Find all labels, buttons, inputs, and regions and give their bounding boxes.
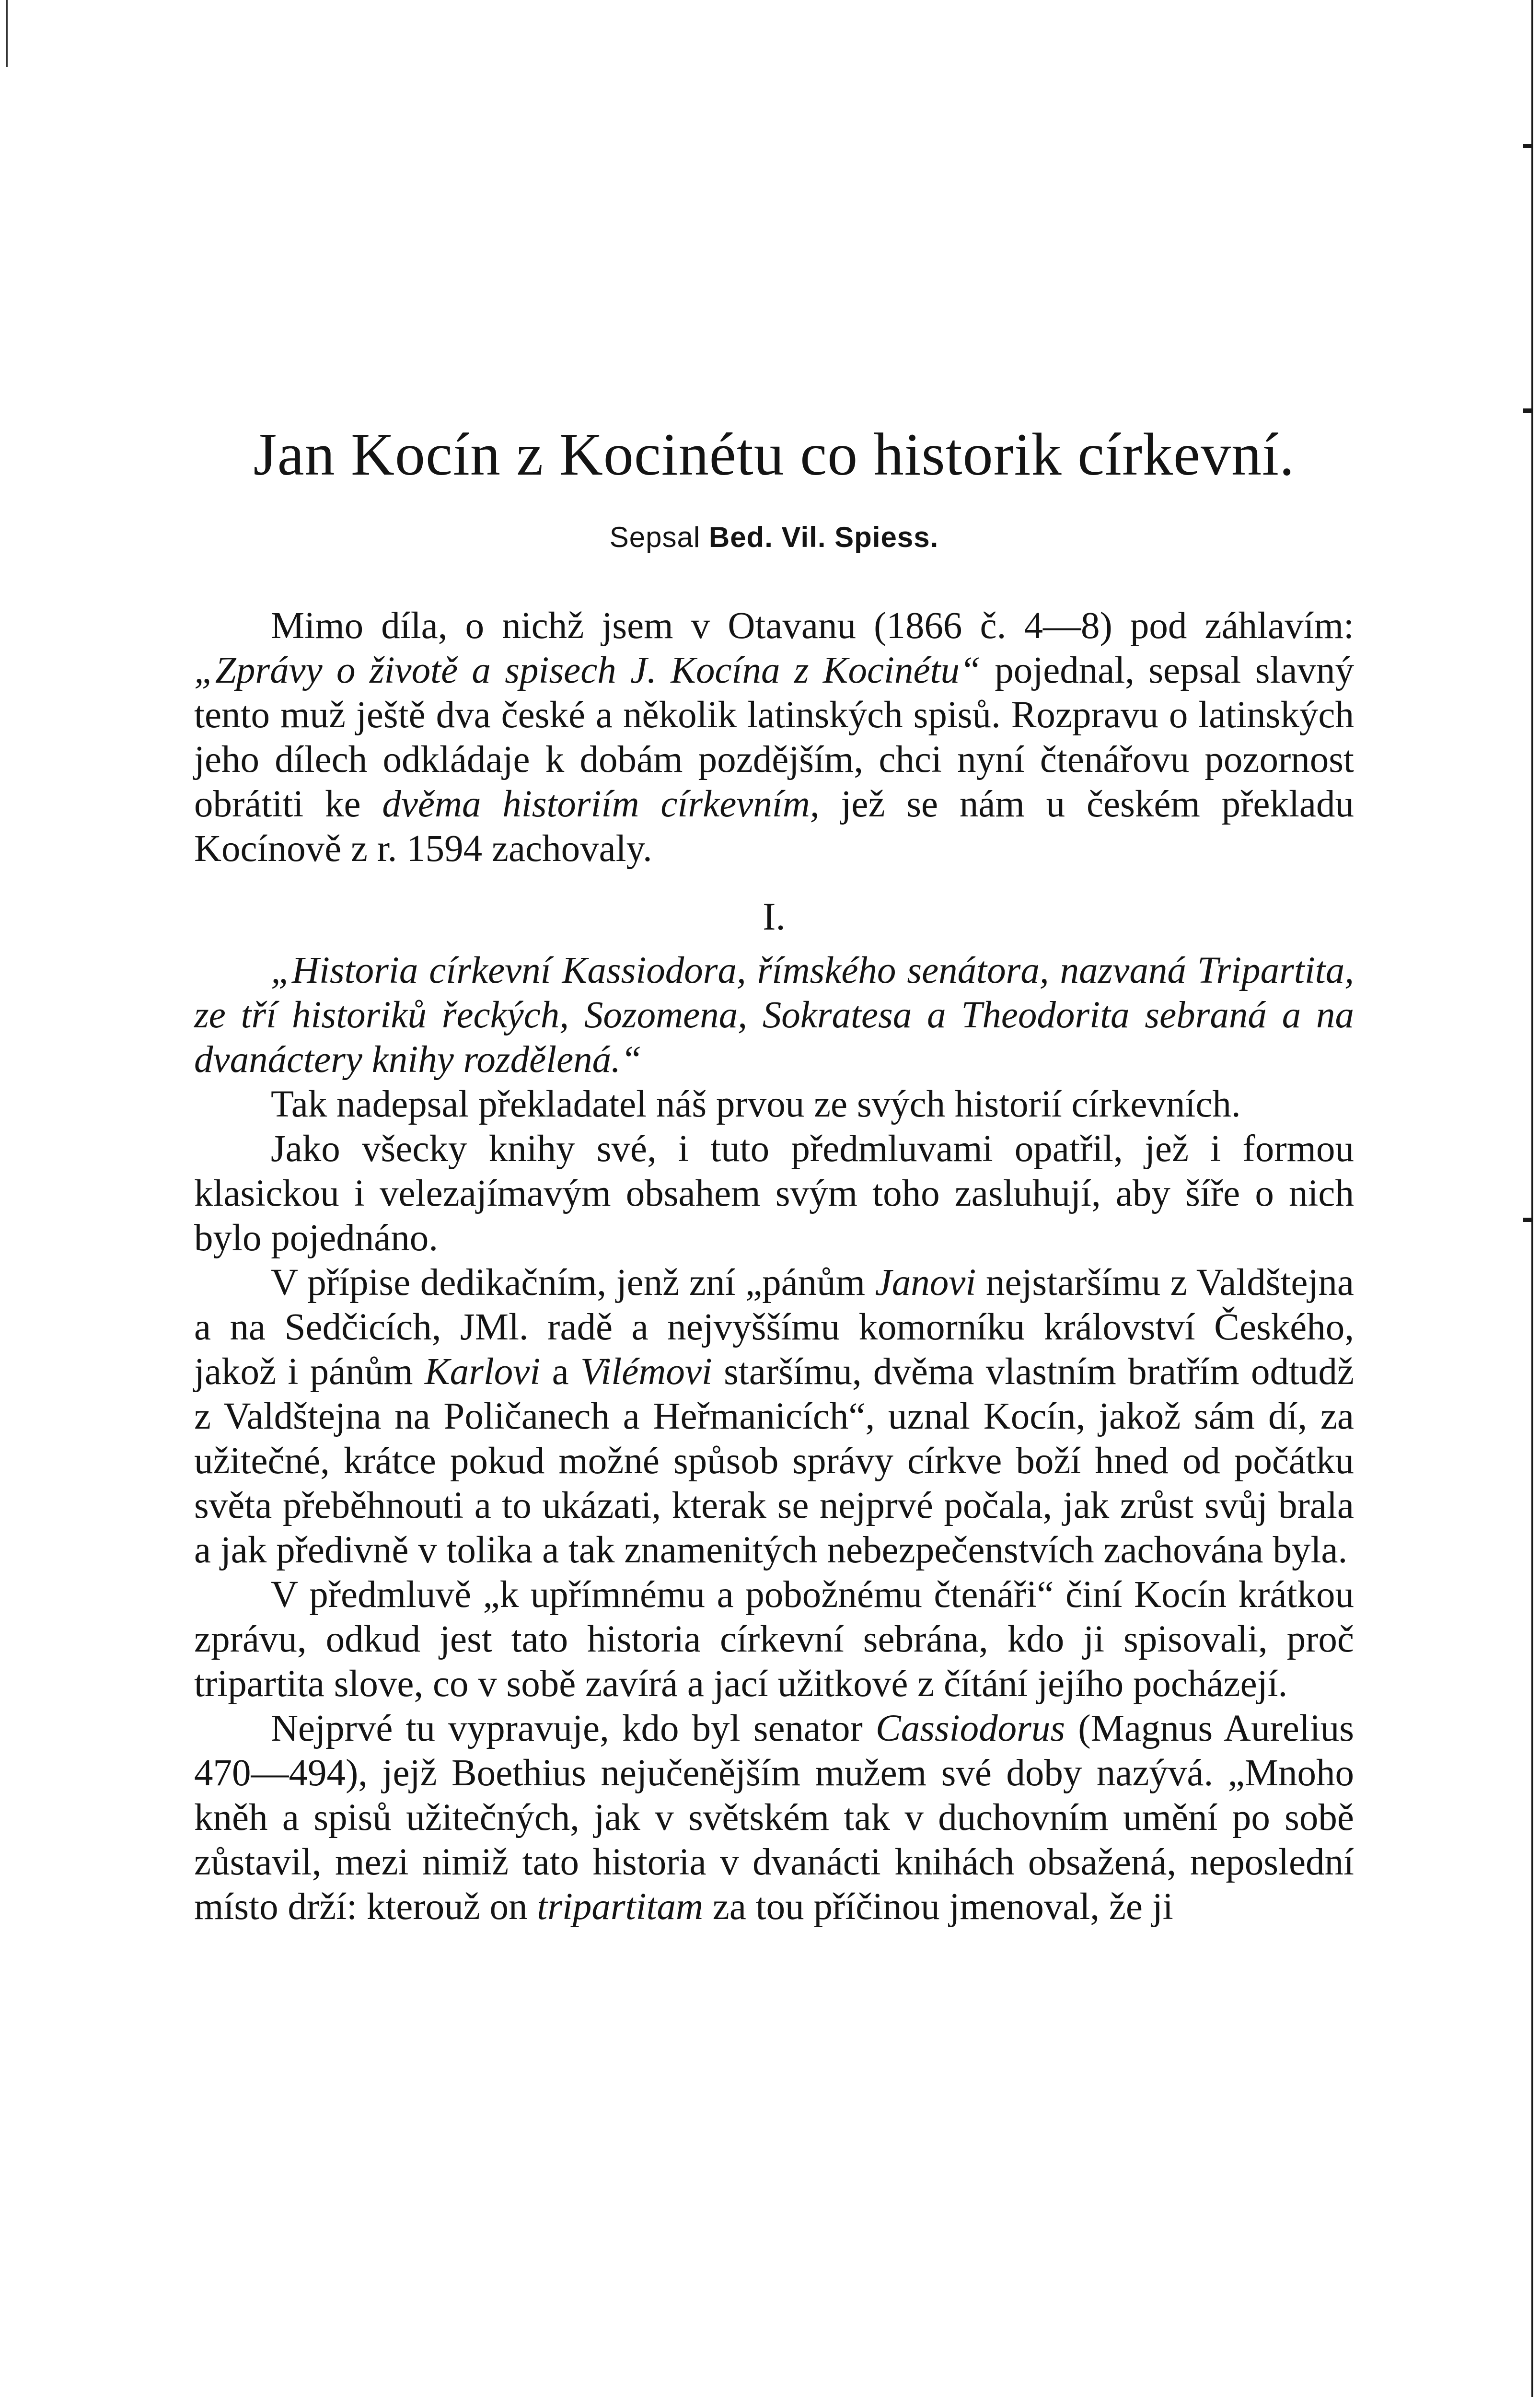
italic-phrase: dvěma historiím církevním, <box>382 783 820 825</box>
paragraph: V předmluvě „k upřímnému a pobožnému čtenáři“ činí Kocín krátkou zprávu, odkud jest tato historia církevní sebrána, kdo ji spisovali, proč tripartita slove, co v sobě zavírá a jací užitkové z čítání jejího pocházejí. <box>194 1574 1354 1705</box>
paragraph: Jako všecky knihy své, i tuto předmluvami opatřil, jež i formou klasickou i velezajímavým obsahem svým toho zasluhují, aby šíře o nich bylo pojednáno. <box>194 1128 1354 1259</box>
scan-edge-mark <box>1523 144 1533 148</box>
text-run: (Magnus Aurelius 470—494), jejž Boethius nejučenějším mužem své doby nazývá. „Mnoho kněh a spisů užitečných, jak v světském tak v duchovním umění po sobě zůstavil, mezi nimiž tato historia v dvanácti knihách obsažená, neposlední místo drží: kterouž on <box>194 1708 1354 1928</box>
text-run: V přípise dedikačním, jenž zní „pánům <box>271 1262 875 1303</box>
italic-name: Janovi <box>875 1262 976 1303</box>
byline <box>194 521 1354 554</box>
intro-paragraph <box>194 604 1354 871</box>
text-run: a <box>540 1351 580 1393</box>
italic-name: Karlovi <box>424 1351 541 1393</box>
byline-prefix: Sepsal <box>609 521 701 553</box>
text-run: Mimo díla, o nichž jsem v Otavanu (1866 č. 4—8) pod záhlavím: <box>271 605 1354 647</box>
paragraph: Tak nadepsal překladatel náš prvou ze svých historií církevních. <box>271 1083 1241 1125</box>
italic-word: tripartitam <box>537 1886 704 1928</box>
byline-author: Bed. Vil. Spiess. <box>708 521 939 553</box>
article-body <box>194 604 1354 1929</box>
text-run: Nejprvé tu vypravuje, kdo byl senator <box>271 1708 876 1749</box>
italic-title: „Zprávy o životě a spisech J. Kocína z Kocinétu“ <box>194 650 981 691</box>
text-run: pojednal, sepsal slavný tento muž ještě dva české a několik latinských spisů. Rozpravu o latinských jeho dílech odkládaje k dobám pozdějším, chci nyní čtenářovu pozornost obrátiti ke <box>194 650 1354 825</box>
text-run: za tou příčinou jmenoval, že ji <box>703 1886 1173 1928</box>
scan-edge-right <box>1531 0 1533 2397</box>
paragraph <box>194 1706 1354 1929</box>
scan-edge-left <box>6 0 8 67</box>
scan-edge-mark <box>1523 408 1533 413</box>
text-run: nejstaršímu z Valdštejna a na Sedčicích, JMl. radě a nejvyššímu komorníku království Českého, jakož i pánům <box>194 1262 1354 1393</box>
italic-name: Vilémovi <box>580 1351 712 1393</box>
italic-name: Cassiodorus <box>876 1708 1065 1749</box>
work-title-quote: „Historia církevní Kassiodora, římského senátora, nazvaná Tripartita, ze tří historiků řeckých, Sozomena, Sokratesa a Theodorita sebraná a na dvanáctery knihy rozdělená.“ <box>194 950 1354 1081</box>
text-run: jež se nám u českém překladu Kocínově z r. 1594 zachovaly. <box>194 783 1354 870</box>
article-title: Jan Kocín z Kocinétu co historik církevní. <box>253 421 1295 488</box>
section-number: I. <box>763 895 786 938</box>
scan-edge-mark <box>1523 1218 1533 1222</box>
document-page <box>194 422 1354 1929</box>
text-run: staršímu, dvěma vlastním bratřím odtudž z Valdštejna na Poličanech a Heřmanicích“, uznal Kocín, jakož sám dí, za užitečné, krátce pokud možné spůsob správy církve boží hned od počátku světa přeběhnouti a to ukázati, kterak se nejprvé počala, jak zrůst svůj brala a jak předivně v tolika a tak znamenitých nebezpečenstvích zachována byla. <box>194 1351 1354 1571</box>
dedication-paragraph <box>194 1260 1354 1572</box>
